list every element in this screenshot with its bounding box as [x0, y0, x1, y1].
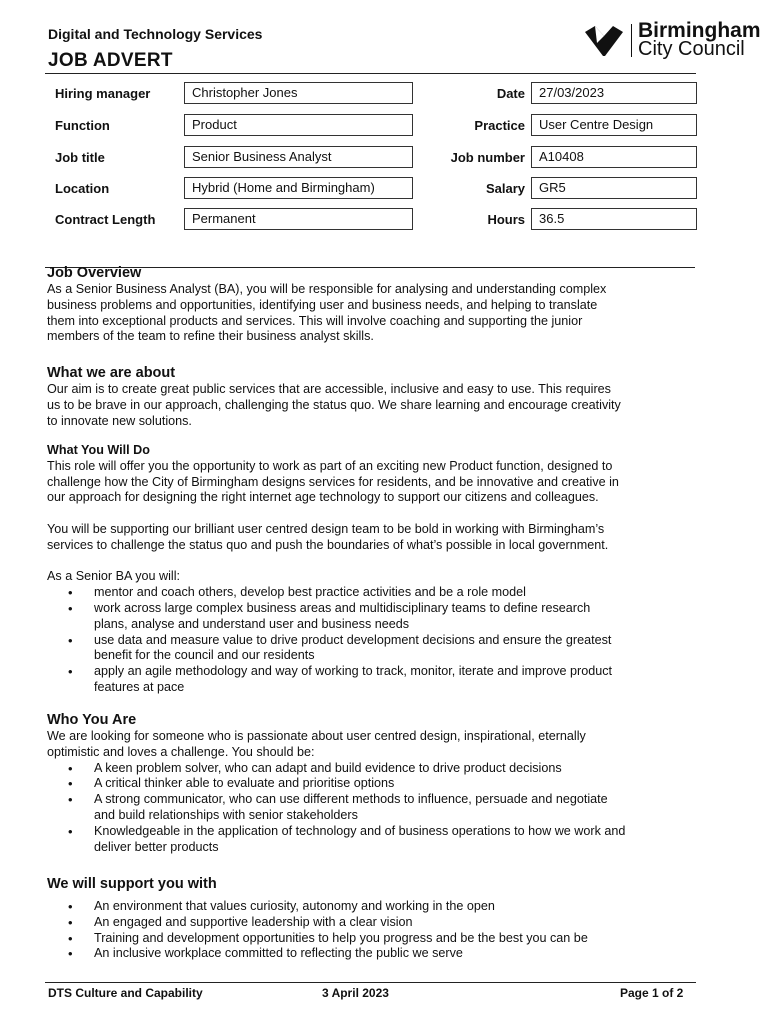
will-do-heading: What You Will Do: [47, 443, 150, 457]
heart-logo-icon: [583, 24, 625, 58]
list-item-line: deliver better products: [94, 839, 219, 854]
overview-section: [47, 264, 702, 345]
date-label: Date: [496, 86, 525, 101]
list-item-line: and build relationships with senior stakeholders: [94, 807, 358, 822]
job-number-field: A10408: [531, 146, 697, 168]
will-do-line: You will be supporting our brilliant user centred design team to be bold in working with Birmingham’s: [47, 521, 605, 536]
overview-line: members of the team to refine their business analyst skills.: [47, 329, 374, 344]
hiring-manager-label: Hiring manager: [55, 86, 151, 101]
will-do-line: This role will offer you the opportunity to work as part of an exciting new Product function, designed to: [47, 458, 613, 473]
hours-field: 36.5: [531, 208, 697, 230]
location-label: Location: [55, 181, 110, 196]
page-title: JOB ADVERT: [48, 50, 173, 71]
support-heading: We will support you with: [47, 876, 217, 892]
list-item-line: features at pace: [94, 679, 185, 694]
support-section: [47, 875, 702, 962]
list-item-line: • An engaged and supportive leadership with a clear vision: [94, 914, 413, 929]
department-name: Digital and Technology Services: [48, 26, 263, 42]
support-list: [47, 899, 702, 962]
will-do-line: challenge how the City of Birmingham designs services for residents, and be innovative and creative in: [47, 474, 619, 489]
about-line: Our aim is to create great public services that are accessible, inclusive and easy to use. This requires: [47, 382, 611, 396]
hours-label: Hours: [487, 212, 525, 227]
list-item: [47, 915, 702, 931]
list-item: [47, 585, 702, 601]
function-field: Product: [184, 114, 413, 136]
about-heading: What we are about: [47, 365, 176, 381]
list-item-line: • apply an agile methodology and way of working to track, monitor, iterate and improve product: [94, 664, 613, 679]
list-item-line: • An inclusive workplace committed to reflecting the public we serve: [94, 946, 463, 961]
function-label: Function: [55, 118, 110, 133]
footer-date: 3 April 2023: [322, 986, 389, 1000]
who-heading: Who You Are: [47, 712, 137, 728]
contract-length-label: Contract Length: [55, 212, 156, 227]
list-item-line: • A strong communicator, who can use different methods to influence, persuade and negotiate: [94, 792, 608, 807]
logo-line2: City Council: [638, 38, 745, 60]
will-do-line: our approach for designing the right internet age technology to support our citizens and colleagues.: [47, 490, 599, 505]
practice-field: User Centre Design: [531, 114, 697, 136]
list-item-line: • An environment that values curiosity, autonomy and working in the open: [94, 899, 495, 913]
job-title-label: Job title: [55, 150, 105, 165]
list-item: [47, 633, 702, 665]
list-item: [47, 664, 702, 696]
who-line: We are looking for someone who is passionate about user centred design, inspirational, eternally: [47, 729, 586, 743]
list-item-line: • A keen problem solver, who can adapt and build evidence to drive product decisions: [94, 760, 562, 775]
footer-divider: [45, 982, 696, 983]
will-do-line: services to challenge the status quo and push the boundaries of what’s possible in local government.: [47, 537, 609, 552]
list-item-line: • work across large complex business areas and multidisciplinary teams to define research: [94, 600, 591, 615]
header-divider: [45, 73, 696, 74]
list-item: [47, 761, 702, 777]
list-item-line: • Training and development opportunities to help you progress and be the best you can be: [94, 930, 588, 945]
about-line: us to be brave in our approach, challenging the status quo. We share learning and encourage creativity: [47, 397, 621, 412]
overview-line: As a Senior Business Analyst (BA), you will be responsible for analysing and understanding complex: [47, 282, 607, 296]
list-item: [47, 776, 702, 792]
list-item-line: • Knowledgeable in the application of technology and of business operations to how we work and: [94, 823, 626, 838]
list-item: [47, 931, 702, 947]
logo-separator: [631, 24, 632, 57]
will-do-list: [47, 585, 702, 696]
salary-label: Salary: [485, 181, 525, 196]
list-item-line: • mentor and coach others, develop best practice activities and be a role model: [94, 585, 526, 600]
list-item: [47, 899, 702, 915]
who-line: optimistic and loves a challenge. You should be:: [47, 744, 315, 759]
overview-heading: Job Overview: [47, 265, 142, 281]
list-item-line: benefit for the council and our residents: [94, 648, 315, 663]
date-field: 27/03/2023: [531, 82, 697, 104]
contract-length-field: Permanent: [184, 208, 413, 230]
job-title-field: Senior Business Analyst: [184, 146, 413, 168]
practice-label: Practice: [474, 118, 525, 133]
list-item-line: • use data and measure value to drive product development decisions and ensure the greatest: [94, 632, 612, 647]
list-item: [47, 824, 702, 856]
will-do-section: [47, 443, 702, 696]
will-do-intro: As a Senior BA you will:: [47, 569, 180, 584]
list-item: [47, 946, 702, 962]
footer-page-number: Page 1 of 2: [620, 986, 684, 1000]
overview-line: them into exceptional products and services. This will involve coaching and supporting the junior: [47, 313, 583, 328]
who-section: [47, 711, 702, 855]
list-item-line: • A critical thinker able to evaluate and prioritise options: [94, 776, 395, 791]
list-item: [47, 792, 702, 824]
salary-field: GR5: [531, 177, 697, 199]
hiring-manager-field: Christopher Jones: [184, 82, 413, 104]
about-line: to innovate new solutions.: [47, 413, 192, 428]
logo-line1: Birmingham: [638, 19, 761, 42]
who-list: [47, 761, 702, 856]
location-field: Hybrid (Home and Birmingham): [184, 177, 413, 199]
list-item-line: plans, analyse and understand user and business needs: [94, 616, 410, 631]
footer-left: DTS Culture and Capability: [48, 986, 203, 1000]
list-item: [47, 601, 702, 633]
birmingham-logo: [583, 19, 761, 62]
overview-line: business problems and opportunities, identifying user and business needs, and helping to translate: [47, 297, 598, 312]
about-section: [47, 364, 702, 429]
job-number-label: Job number: [450, 150, 525, 165]
